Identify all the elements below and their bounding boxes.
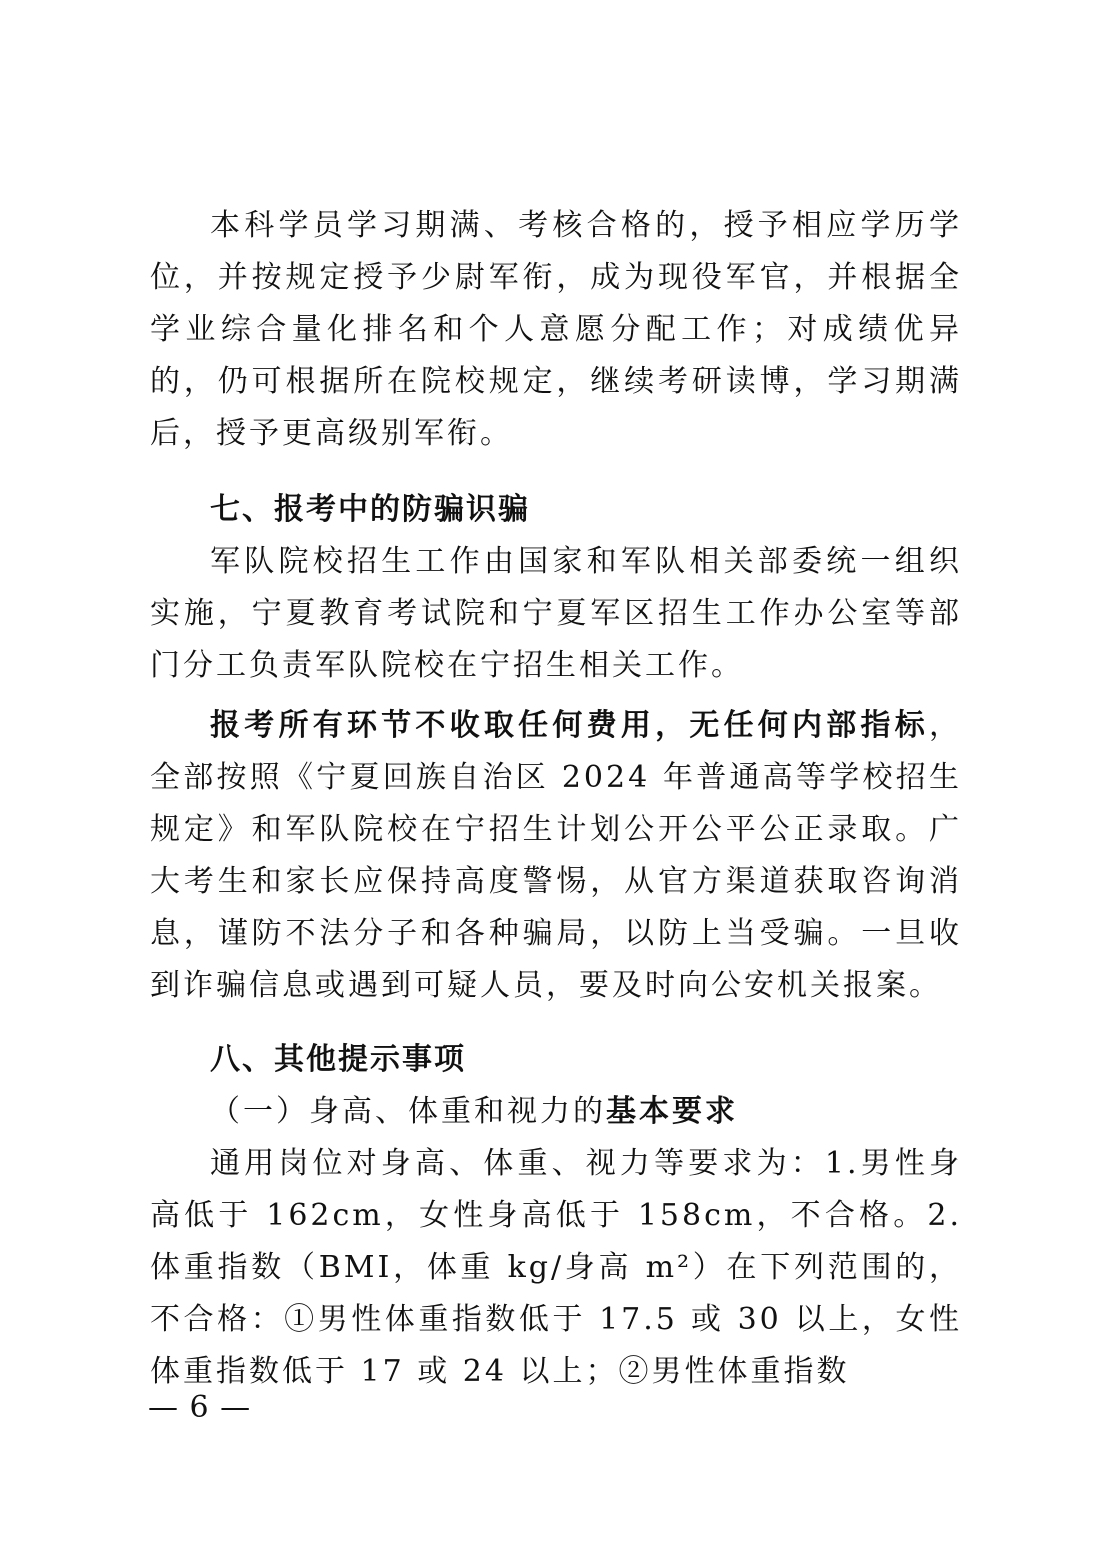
section-8-heading: 八、其他提示事项 bbox=[210, 1042, 466, 1077]
anti-fraud-bold-lead: 报考所有环节不收取任何费用，无任何内部指标 bbox=[210, 708, 929, 743]
paragraph-graduation: 本科学员学习期满、考核合格的，授予相应学历学位，并按规定授予少尉军衔，成为现役军官，并根据全学业综合量化排名和个人意愿分配工作；对成绩优异的，仍可根据所在院校规定，继续考研读博，学习期满后，授予更高级别军衔。 bbox=[150, 208, 962, 451]
section-7-heading: 七、报考中的防骗识骗 bbox=[210, 492, 530, 527]
paragraph-physical-requirements: 通用岗位对身高、体重、视力等要求为：1.男性身高低于 162cm，女性身高低于 158cm，不合格。2.体重指数（BMI，体重 kg/身高 m²）在下列范围的，不合格：①男性体重指数低于 17.5 或 30 以上，女性体重指数低于 17 或 24 以上；②男性体重指数 bbox=[150, 1146, 962, 1389]
subsection-1-bold: 基本要求 bbox=[606, 1094, 738, 1129]
anti-fraud-body: ，全部按照《宁夏回族自治区 2024 年普通高等学校招生规定》和军队院校在宁招生计划公开公平公正录取。广大考生和家长应保持高度警惕，从官方渠道获取咨询消息，谨防不法分子和各种骗局，以防上当受骗。一旦收到诈骗信息或遇到可疑人员，要及时向公安机关报案。 bbox=[150, 708, 962, 1003]
page-number: — 6 — bbox=[148, 1390, 252, 1425]
subsection-1-prefix: （一）身高、体重和视力的 bbox=[210, 1094, 606, 1129]
subsection-1-heading bbox=[150, 1086, 962, 1138]
paragraph-anti-fraud bbox=[150, 700, 962, 1012]
paragraph-organization: 军队院校招生工作由国家和军队相关部委统一组织实施，宁夏教育考试院和宁夏军区招生工作办公室等部门分工负责军队院校在宁招生相关工作。 bbox=[150, 544, 962, 683]
